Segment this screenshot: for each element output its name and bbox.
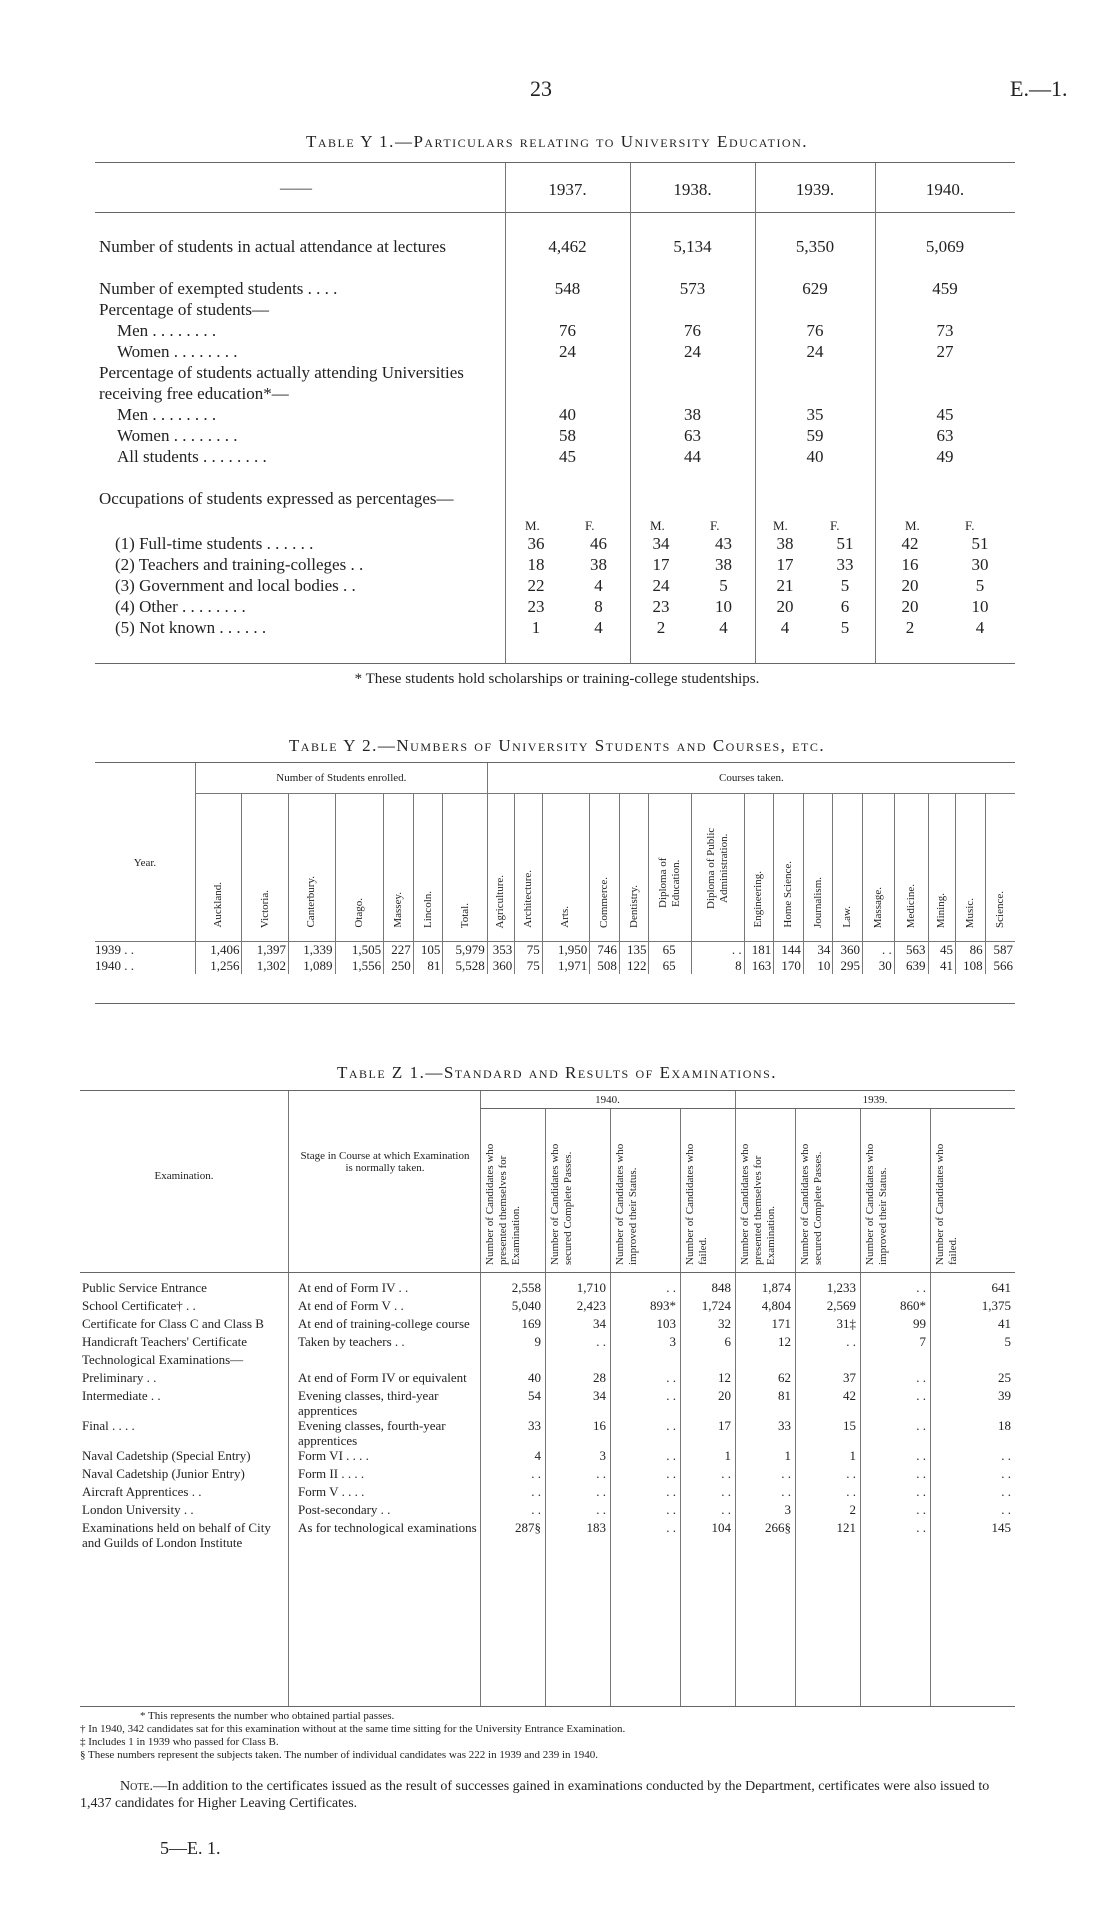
table-row [80,1316,1015,1334]
exam-value: 641 [991,1280,1011,1295]
exam-value: 4,804 [761,1298,791,1313]
exam-value: . . [1001,1448,1011,1463]
exam-value: 39 [998,1388,1011,1403]
exam-value: 1,375 [981,1298,1011,1313]
exam-value: 1,874 [761,1280,791,1295]
exam-value: . . [916,1502,926,1517]
page-number: 23 [530,76,552,101]
z1-col-stage: Stage in Course at which Examination is normally taken. [300,1150,470,1174]
table-row: (5) Not known . . . . . . 1 4 2 4 4 5 2 4 [115,618,985,637]
table-row: All students . . . . . . . . 45 44 40 49 [117,447,954,466]
note-text: —In addition to the certificates issued as the result of successes gained in examinations conducted by the Department, certificates were also issued to 1,437 candidates for Higher Leaving Certificates. [80,1779,990,1811]
exam-value: . . [666,1418,676,1433]
z1-col-exam: Examination. [154,1170,214,1182]
exam-value: . . [531,1466,541,1481]
table-row: Number of students in actual attendance at lectures 4,462 5,134 5,350 5,069 [99,237,965,256]
exam-value: . . [666,1466,676,1481]
exam-name: Examinations held on behalf of City and Guilds of London Institute [82,1520,271,1550]
exam-name: Final . . . . [82,1418,135,1433]
exam-value: 32 [718,1316,731,1331]
table-z1-body [80,1280,1015,1553]
table-y1-title-rest: —Particulars relating to University Education. [394,132,809,151]
exam-value: . . [596,1334,606,1349]
table-row [80,1334,1015,1352]
exam-value: . . [916,1388,926,1403]
table-row [80,1448,1015,1466]
exam-value: . . [666,1502,676,1517]
exam-stage: At end of training-college course [298,1316,470,1331]
exam-stage: Form VI . . . . [298,1448,369,1463]
table-row [80,1352,1015,1370]
exam-value: 1 [724,1448,731,1463]
exam-stage: Taken by teachers . . [298,1334,405,1349]
exam-value: 2,558 [511,1280,541,1295]
exam-value: 25 [998,1370,1011,1385]
exam-stage: Post-secondary . . [298,1502,391,1517]
exam-stage: As for technological examinations [298,1520,477,1535]
exam-value [930,1352,1015,1370]
exam-value [860,1352,930,1370]
exam-value: 3 [784,1502,791,1517]
table-row: Women . . . . . . . . 24 24 24 27 [117,342,954,361]
table-row: Percentage of students actually attending Universities receiving free education*— [99,363,464,403]
exam-value: 1,724 [701,1298,731,1313]
exam-value: 2,423 [576,1298,606,1313]
z1-year-1939: 1939. [862,1094,888,1106]
exam-value: 42 [843,1388,856,1403]
exam-value: 145 [991,1520,1011,1535]
exam-value: 33 [528,1418,541,1433]
exam-value: 4 [534,1448,541,1463]
year-1939: 1939. [795,180,835,199]
exam-value: 40 [528,1370,541,1385]
table-row: 1940 . . 1,256 1,302 1,089 1,556 250 81 5,528 360 75 1,971 508 122 65 8 163 170 10 295 30 639 41 108 566 [95,957,1013,973]
table-row: (4) Other . . . . . . . . 23 8 23 10 20 6 20 10 [115,597,989,616]
footnote-2: † In 1940, 342 candidates sat for this examination without at the same time sitting for the University Entrance Examination. [80,1723,626,1735]
year-1940: 1940. [925,180,965,199]
exam-value: 15 [843,1418,856,1433]
exam-value: . . [596,1502,606,1517]
table-row: Percentage of students— [99,300,269,319]
exam-value: . . [916,1418,926,1433]
exam-value: . . [531,1502,541,1517]
exam-value: . . [1001,1466,1011,1481]
exam-name: Intermediate . . [82,1388,161,1403]
exam-value: . . [781,1466,791,1481]
exam-value [680,1352,735,1370]
exam-value: . . [596,1484,606,1499]
exam-value: 12 [778,1334,791,1349]
exam-value [545,1352,610,1370]
exam-value: 54 [528,1388,541,1403]
exam-stage [288,1352,480,1370]
exam-value: 20 [718,1388,731,1403]
z1-year-1940: 1940. [595,1094,620,1106]
exam-value: 171 [771,1316,791,1331]
table-y1-title [0,132,1114,152]
table-row: Women . . . . . . . . 58 63 59 63 [117,426,954,445]
exam-value [735,1352,795,1370]
exam-value [480,1352,545,1370]
exam-stage: Form V . . . . [298,1484,365,1499]
exam-value: 104 [711,1520,731,1535]
exam-value: . . [846,1484,856,1499]
exam-value: 1,710 [576,1280,606,1295]
exam-value: . . [916,1370,926,1385]
table-y1-footnote: * These students hold scholarships or training-college studentships. [354,671,760,687]
table-row: (2) Teachers and training-colleges . . 18 38 17 38 17 33 16 30 [115,555,989,574]
exam-value: 3 [669,1334,676,1349]
table-row [80,1280,1015,1298]
occupations-label: Occupations of students expressed as percentages— [99,489,454,508]
exam-value: 266§ [765,1520,791,1535]
exam-value: 12 [718,1370,731,1385]
exam-value: 62 [778,1370,791,1385]
exam-stage: Evening classes, third-year apprentices [298,1388,439,1418]
table-row [80,1388,1015,1418]
exam-value: 5 [1004,1334,1011,1349]
exam-name: Preliminary . . [82,1370,157,1385]
footer-mark: 5—E. 1. [160,1838,221,1858]
exam-value: 1 [784,1448,791,1463]
exam-stage: At end of Form IV or equivalent [298,1370,467,1385]
exam-value: . . [666,1520,676,1535]
exam-value: 34 [593,1388,606,1403]
exam-value: . . [721,1484,731,1499]
exam-value: 860* [900,1298,926,1313]
exam-name: School Certificate† . . [82,1298,196,1313]
exam-value: 17 [718,1418,731,1433]
table-row [80,1418,1015,1448]
exam-name: Technological Examinations— [82,1352,244,1367]
table-row: Men . . . . . . . . 76 76 76 73 [117,321,954,340]
exam-value: . . [666,1370,676,1385]
exam-value [610,1352,680,1370]
exam-value: 6 [724,1334,731,1349]
exam-value: . . [531,1484,541,1499]
table-y2-title: Table Y 2.—Numbers of University Students and Courses, etc. [288,736,826,755]
table-y1-occupations [95,533,1015,638]
table-row [80,1520,1015,1553]
exam-value: . . [596,1466,606,1481]
exam-value: 37 [843,1370,856,1385]
year-1938: 1938. [673,180,712,199]
table-z1-footnotes [80,1710,1015,1762]
exam-value: 34 [593,1316,606,1331]
exam-value: . . [846,1466,856,1481]
table-y2-column-headers: Year. Auckland. Victoria. Canterbury. Otago. Massey. Lincoln. Total. Agriculture. Architecture. Arts. Commerce. Dentistry. Diploma of Education. Diploma of Public Administration. Engineering. Home Science. Journalism. Law. Massage. Medicine. Mining. Music. Science. [95,793,1015,933]
exam-value: . . [666,1280,676,1295]
exam-name: Naval Cadetship (Special Entry) [82,1448,251,1463]
exam-value: 41 [998,1316,1011,1331]
exam-value: . . [666,1388,676,1403]
exam-value: . . [1001,1502,1011,1517]
exam-value: 1,233 [826,1280,856,1295]
exam-value: . . [916,1466,926,1481]
exam-value: 893* [650,1298,676,1313]
table-row: Men . . . . . . . . 40 38 35 45 [117,405,954,424]
exam-value: 5,040 [511,1298,541,1313]
exam-stage: Evening classes, fourth-year apprentices [298,1418,446,1448]
exam-value: 103 [656,1316,676,1331]
exam-value: . . [916,1484,926,1499]
exam-value: 169 [521,1316,541,1331]
exam-value [795,1352,860,1370]
group-courses: Courses taken. [487,763,1015,793]
exam-value: . . [1001,1484,1011,1499]
exam-name: London University . . [82,1502,194,1517]
exam-value: 81 [778,1388,791,1403]
table-y1-title-prefix: Table Y 1. [305,132,395,151]
exam-value: 848 [711,1280,731,1295]
exam-stage: At end of Form IV . . [298,1280,409,1295]
exam-value: 1 [849,1448,856,1463]
exam-value: 18 [998,1418,1011,1433]
exam-value: 28 [593,1370,606,1385]
exam-value: . . [916,1448,926,1463]
note-paragraph [80,1778,1015,1812]
group-enrolled: Number of Students enrolled. [195,763,487,793]
exam-value: . . [666,1448,676,1463]
exam-value: . . [721,1466,731,1481]
exam-value: 31‡ [836,1316,856,1331]
exam-name: Certificate for Class C and Class B [82,1316,264,1331]
exam-value: 7 [919,1334,926,1349]
table-row [80,1370,1015,1388]
table-row: (1) Full-time students . . . . . . 36 46 34 43 38 51 42 51 [115,534,989,553]
exam-value: 9 [534,1334,541,1349]
exam-value: 183 [586,1520,606,1535]
exam-stage: Form II . . . . [298,1466,365,1481]
exam-value: . . [781,1484,791,1499]
table-y1-dash: —— [280,180,312,197]
table-y1-body [95,236,1015,467]
table-row [80,1502,1015,1520]
table-row [80,1466,1015,1484]
table-z1-title: Table Z 1.—Standard and Results of Examinations. [336,1063,778,1082]
document-reference: E.—1. [1010,76,1068,101]
exam-value: . . [721,1502,731,1517]
exam-value: 33 [778,1418,791,1433]
exam-value: 99 [913,1316,926,1331]
exam-name: Public Service Entrance [82,1280,207,1295]
table-row: Number of exempted students . . . . 548 573 629 459 [99,279,958,298]
footnote-1: * This represents the number who obtained partial passes. [140,1710,395,1722]
table-row [80,1298,1015,1316]
exam-value: 2,569 [826,1298,856,1313]
footnote-3: ‡ Includes 1 in 1939 who passed for Class B. [80,1736,279,1748]
exam-value: . . [666,1484,676,1499]
note-label: Note. [120,1779,154,1794]
exam-value: . . [846,1334,856,1349]
exam-value: 2 [849,1502,856,1517]
exam-name: Handicraft Teachers' Certificate [82,1334,248,1349]
year-header: Year. [133,857,157,869]
year-1937: 1937. [548,180,587,199]
exam-name: Naval Cadetship (Junior Entry) [82,1466,245,1481]
table-row [80,1484,1015,1502]
table-row: 1939 . . 1,406 1,397 1,339 1,505 227 105 5,979 353 75 1,950 746 135 65 . . 181 144 34 360 . . 563 45 86 587 [95,941,1013,957]
exam-name: Aircraft Apprentices . . [82,1484,202,1499]
exam-value: . . [916,1280,926,1295]
table-row: (3) Government and local bodies . . 22 4 24 5 21 5 20 5 [115,576,985,595]
table-y2 [95,763,1015,974]
footnote-4: § These numbers represent the subjects taken. The number of individual candidates was 222 in 1939 and 239 in 1940. [80,1749,599,1761]
exam-stage: At end of Form V . . [298,1298,404,1313]
exam-value: 287§ [515,1520,541,1535]
exam-value: 3 [599,1448,606,1463]
exam-value: 121 [836,1520,856,1535]
exam-value: 16 [593,1418,606,1433]
exam-value: . . [916,1520,926,1535]
